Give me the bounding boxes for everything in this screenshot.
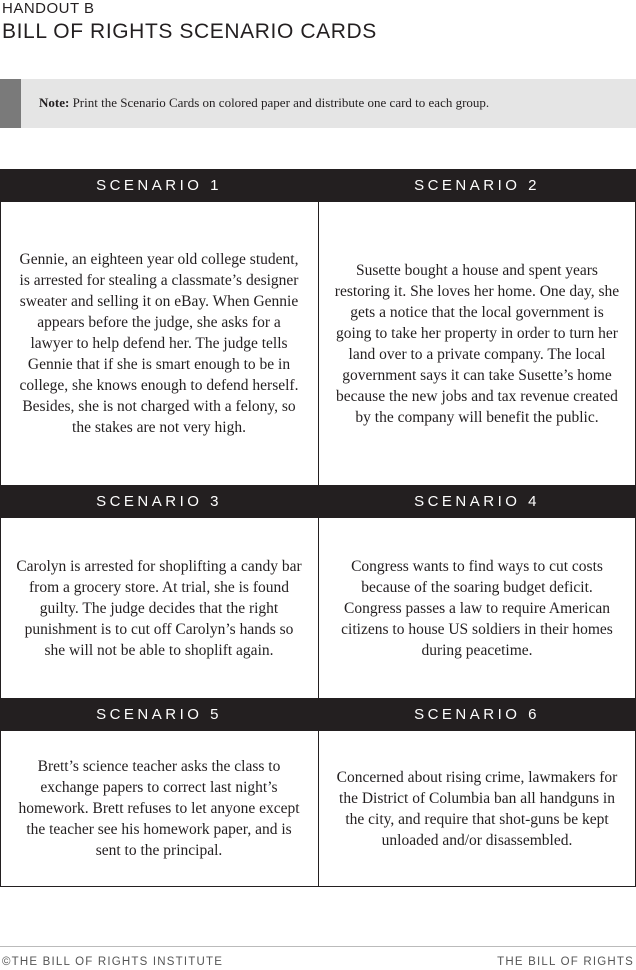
scenario-6-title: SCENARIO 6 xyxy=(414,706,540,723)
scenario-5-card xyxy=(0,731,318,886)
scenario-4-card xyxy=(318,518,636,698)
scenario-header-row-3 xyxy=(0,698,636,731)
scenario-2-text: Susette bought a house and spent years restoring it. She loves her home. One day, she gets a notice that the local government is going to take her property in order to turn her land over to a private company. The local government says it can take Susette’s home because the new jobs and tax revenue created by the company will benefit the public. xyxy=(334,261,620,426)
scenario-header-row-2 xyxy=(0,485,636,518)
column-divider xyxy=(318,202,319,485)
note-box xyxy=(0,79,636,128)
scenario-4-title: SCENARIO 4 xyxy=(414,493,540,510)
page-title: BILL OF RIGHTS SCENARIO CARDS xyxy=(2,20,377,43)
scenario-5-text: Brett’s science teacher asks the class to exchange papers to correct last night’s homework. Brett refuses to let anyone except the teacher see his homework paper, and is sent to the principal. xyxy=(18,758,300,859)
footer-title: THE BILL OF RIGHTS xyxy=(497,956,634,968)
scenario-1-text: Gennie, an eighteen year old college student, is arrested for stealing a classmate’s designer sweater and selling it on eBay. When Gennie appears before the judge, she asks for a lawyer to help defend her. The judge tells Gennie that if she is smart enough to be in college, she knows enough to defend herself. Besides, she is not charged with a felony, so the stakes are not very high. xyxy=(19,251,299,436)
scenario-grid xyxy=(0,169,636,887)
scenario-1-title: SCENARIO 1 xyxy=(96,177,222,194)
footer-copyright: ©THE BILL OF RIGHTS INSTITUTE xyxy=(2,956,224,968)
scenario-3-title: SCENARIO 3 xyxy=(96,493,222,510)
column-divider xyxy=(318,731,319,887)
handout-label: HANDOUT B xyxy=(2,0,95,17)
note-text xyxy=(39,95,489,111)
scenario-3-card xyxy=(0,518,318,698)
scenario-6-text: Concerned about rising crime, lawmakers for the District of Columbia ban all handguns in the city, and require that shot-guns be kept unloaded and/or disassembled. xyxy=(336,768,618,849)
scenario-2-title: SCENARIO 2 xyxy=(414,177,540,194)
column-divider xyxy=(318,518,319,698)
scenario-4-text: Congress wants to find ways to cut costs because of the soaring budget deficit. Congress passes a law to require American citizens to house US soldiers in their homes during peacetime. xyxy=(341,557,613,659)
scenario-6-card xyxy=(318,731,636,886)
scenario-5-title: SCENARIO 5 xyxy=(96,706,222,723)
scenario-header-row-1 xyxy=(0,169,636,202)
scenario-3-text: Carolyn is arrested for shoplifting a candy bar from a grocery store. At trial, she is found guilty. The judge decides that the right punishment is to cut off Carolyn’s hands so she will not be able to shoplift again. xyxy=(16,557,302,659)
note-label: Note: xyxy=(39,95,70,110)
note-accent-bar xyxy=(0,79,21,128)
footer-rule xyxy=(0,946,636,947)
scenario-2-card xyxy=(318,202,636,485)
scenario-1-card xyxy=(0,202,318,485)
note-body: Print the Scenario Cards on colored paper and distribute one card to each group. xyxy=(69,95,490,110)
left-border xyxy=(0,169,1,887)
